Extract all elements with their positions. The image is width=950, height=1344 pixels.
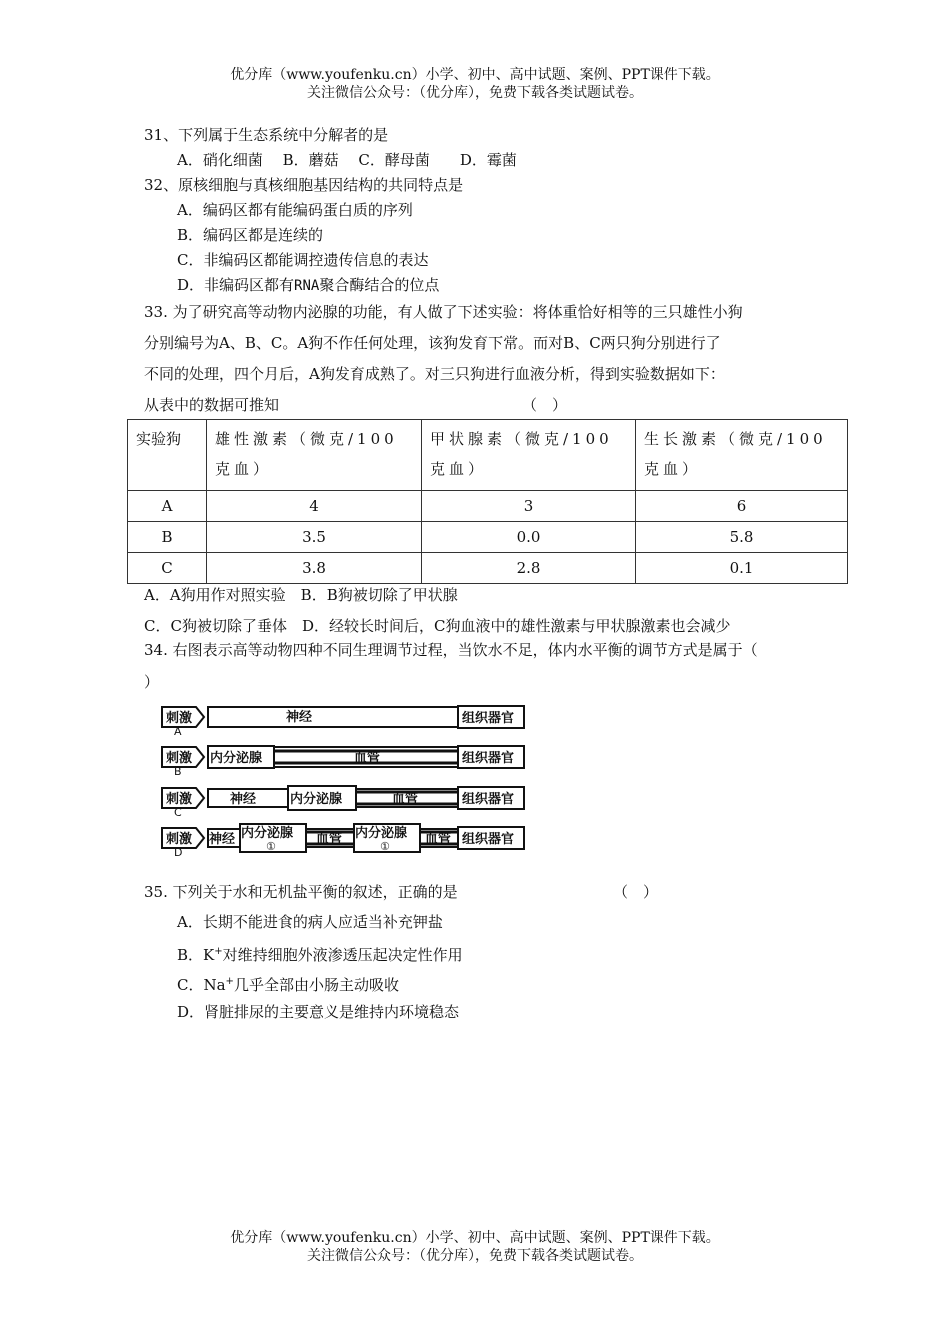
- table-cell: 0.1: [636, 553, 848, 584]
- target-label: 组织器官: [462, 832, 515, 847]
- table-cell: 3: [422, 491, 636, 522]
- q33-line-2: 分别编号为A、B、C。A狗不作任何处理，该狗发育下常。而对B、C两只狗分别进行了: [144, 334, 721, 352]
- gland-1-circle-number: ①: [266, 840, 276, 853]
- page-header-line-1: 优分库（www.youfenku.cn）小学、初中、高中试题、案例、PPT课件下载。: [230, 67, 720, 83]
- q35-option-a: A．长期不能进食的病人应适当补充钾盐: [177, 913, 443, 931]
- table-cell: 4: [207, 491, 422, 522]
- q35-option-b-post: 对维持细胞外液渗透压起决定性作用: [222, 946, 463, 964]
- q33-line-4: 从表中的数据可推知: [144, 396, 280, 414]
- gland-label: 内分泌腺: [210, 751, 263, 766]
- q34-line-1: 34. 右图表示高等动物四种不同生理调节过程，当饮水不足，体内水平衡的调节方式是属于（: [144, 641, 758, 659]
- q33-options-ab: A．A狗用作对照实验 B．B狗被切除了甲状腺: [144, 586, 458, 604]
- nerve-bar: [208, 707, 463, 727]
- q32-option-d: [177, 275, 439, 296]
- q35-option-d: D．肾脏排尿的主要意义是维持内环境稳态: [177, 1003, 460, 1021]
- target-label: 组织器官: [462, 711, 515, 726]
- nerve-label: 神经: [286, 710, 313, 725]
- q33-line-1: 33. 为了研究高等动物内泌腺的功能，有人做了下述实验：将体重恰好相等的三只雄性小狗: [144, 303, 743, 321]
- stimulus-label: 刺激: [166, 711, 193, 726]
- vessel-label: 血管: [425, 832, 452, 847]
- table-cell: 0.0: [422, 522, 636, 553]
- q35-answer-paren: （ ）: [613, 883, 659, 901]
- row-label-c: C: [174, 806, 182, 819]
- q35-option-c: [177, 972, 399, 995]
- row-label-b: B: [174, 765, 182, 778]
- pathway-row-b: [162, 746, 524, 778]
- q32-stem: 32、原核细胞与真核细胞基因结构的共同特点是: [144, 176, 464, 194]
- nerve-label: 神经: [209, 832, 236, 847]
- q34-line-2: ）: [144, 673, 160, 691]
- q35-stem: 35. 下列关于水和无机盐平衡的叙述，正确的是: [144, 883, 458, 901]
- vessel-label: 血管: [392, 792, 419, 807]
- q35-option-c-sup: +: [225, 976, 234, 987]
- q35-option-b: [177, 942, 463, 965]
- q32-option-a: A．编码区都有能编码蛋白质的序列: [177, 201, 413, 219]
- target-label: 组织器官: [462, 751, 515, 766]
- table-cell: 2.8: [422, 553, 636, 584]
- q32-option-b: B．编码区都是连续的: [177, 226, 324, 244]
- q33-line-3: 不同的处理，四个月后，A狗发育成熟了。对三只狗进行血液分析，得到实验数据如下：: [144, 365, 725, 383]
- page-footer-line-2: 关注微信公众号：（优分库），免费下载各类试题试卷。: [307, 1248, 643, 1264]
- table-header-cell: 实验狗: [128, 420, 207, 491]
- nerve-label: 神经: [230, 792, 257, 807]
- page-footer-line-1: 优分库（www.youfenku.cn）小学、初中、高中试题、案例、PPT课件下载。: [230, 1230, 720, 1246]
- q33-options-cd: C．C狗被切除了垂体 D．经较长时间后，C狗血液中的雄性激素与甲状腺激素也会减少: [144, 617, 731, 635]
- table-row: [128, 491, 848, 522]
- table-row: [128, 553, 848, 584]
- q35-option-c-pre: C．Na: [177, 976, 226, 994]
- gland-label: 内分泌腺: [290, 792, 343, 807]
- stimulus-label: 刺激: [166, 832, 193, 847]
- table-cell: 3.8: [207, 553, 422, 584]
- regulation-pathway-diagram: [158, 703, 530, 858]
- q32-option-d-pre: D．非编码区都有: [177, 276, 295, 294]
- stimulus-label: 刺激: [166, 792, 193, 807]
- page-header-line-2: 关注微信公众号：（优分库），免费下载各类试题试卷。: [307, 85, 643, 101]
- stimulus-label: 刺激: [166, 751, 193, 766]
- pathway-row-a: [162, 706, 524, 738]
- table-cell: A: [128, 491, 207, 522]
- table-cell: 6: [636, 491, 848, 522]
- q31-options: A．硝化细菌 B．蘑菇 C．酵母菌 D．霉菌: [177, 151, 517, 169]
- table-header-cell: 甲状腺素（微克/100克血）: [422, 420, 636, 491]
- table-cell: C: [128, 553, 207, 584]
- vessel-label: 血管: [316, 832, 343, 847]
- q35-option-c-post: 几乎全部由小肠主动吸收: [233, 976, 399, 994]
- q32-option-c: C．非编码区都能调控遗传信息的表达: [177, 251, 429, 269]
- gland-label: 内分泌腺: [355, 826, 408, 841]
- q32-option-d-post: 聚合酶结合的位点: [319, 276, 440, 294]
- target-label: 组织器官: [462, 792, 515, 807]
- gland-label: 内分泌腺: [241, 826, 294, 841]
- q35-option-b-sup: +: [214, 946, 223, 957]
- q35-option-b-pre: B．K: [177, 946, 215, 964]
- pathway-row-d: [162, 824, 524, 858]
- gland-2-circle-number: ①: [380, 840, 390, 853]
- row-label-a: A: [174, 725, 182, 738]
- vessel-label: 血管: [354, 751, 381, 766]
- row-label-d: D: [174, 846, 183, 858]
- q33-data-table: [127, 419, 848, 584]
- q31-stem: 31、下列属于生态系统中分解者的是: [144, 126, 389, 144]
- table-header-cell: 雄性激素（微克/100克血）: [207, 420, 422, 491]
- q32-option-d-rna: RNA: [294, 278, 320, 294]
- pathway-row-c: [162, 786, 524, 819]
- table-row: [128, 522, 848, 553]
- table-header-row: [128, 420, 848, 491]
- table-header-cell: 生长激素（微克/100克血）: [636, 420, 848, 491]
- table-cell: B: [128, 522, 207, 553]
- q33-answer-paren: （ ）: [522, 396, 568, 414]
- table-cell: 3.5: [207, 522, 422, 553]
- table-cell: 5.8: [636, 522, 848, 553]
